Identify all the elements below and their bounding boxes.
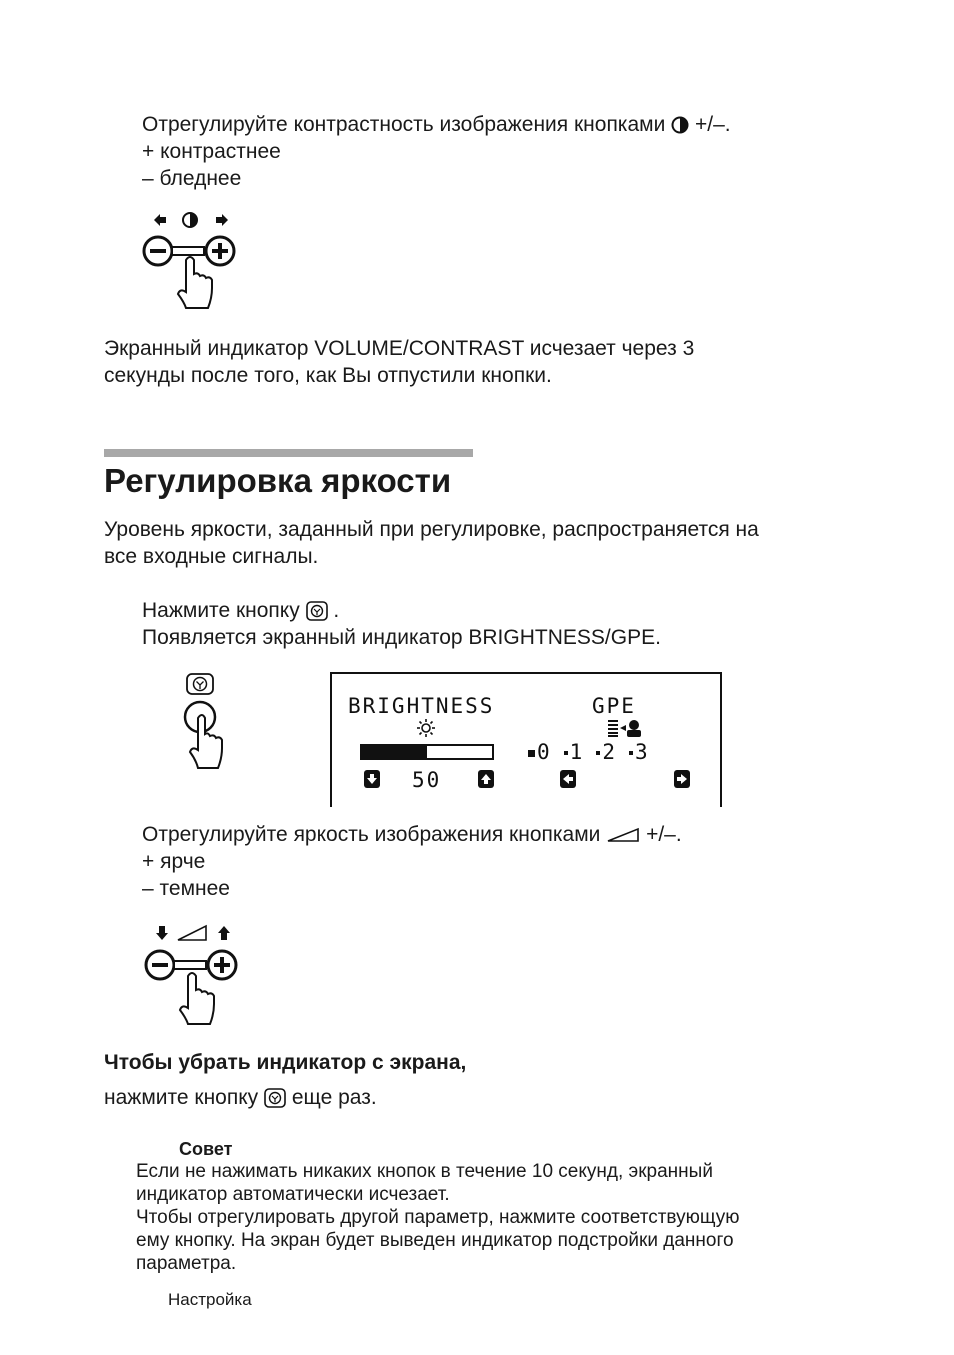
up-key-icon — [478, 770, 494, 788]
brightness-intro-line2: все входные сигналы. — [104, 545, 319, 568]
press-prefix: Нажмите кнопку — [142, 599, 300, 622]
contrast-plus-line: + контрастнее — [142, 140, 281, 163]
contrast-button-diagram — [138, 208, 248, 316]
gpe-option-label: 1 — [569, 740, 585, 764]
remove-indicator-suffix: еще раз. — [291, 1086, 377, 1109]
down-arrow-icon — [156, 926, 168, 940]
gpe-option — [596, 740, 617, 764]
footer-section-label: Настройка — [168, 1290, 252, 1309]
brightness-level-bar — [360, 744, 494, 760]
press-line — [142, 597, 661, 624]
tip-line: параметра. — [136, 1253, 237, 1274]
brightness-plus-line: + ярче — [142, 850, 206, 873]
hand-press-icon — [180, 973, 214, 1024]
sun-icon — [416, 718, 436, 738]
brightness-wedge-icon — [606, 827, 640, 843]
contrast-half-circle-icon — [183, 213, 197, 227]
press-suffix: . — [333, 599, 340, 622]
osd-gpe-label: GPE — [592, 694, 636, 718]
option-dot-icon — [564, 751, 568, 755]
contrast-instruction-suffix: +/–. — [695, 113, 731, 136]
osd-note-line1: Экранный индикатор VOLUME/CONTRAST исчезает через 3 — [104, 337, 695, 360]
appears-line: Появляется экранный индикатор BRIGHTNESS/GPE. — [142, 626, 661, 649]
brightness-level-fill — [362, 746, 427, 758]
section-title: Регулировка яркости — [104, 462, 452, 499]
gpe-option — [564, 740, 585, 764]
contrast-half-circle-icon — [671, 116, 689, 134]
gpe-options — [528, 740, 662, 764]
osd-brightness-label: BRIGHTNESS — [348, 694, 495, 718]
menu-button-diagram — [180, 672, 230, 774]
gpe-option — [528, 740, 552, 764]
brightness-adjust-instructions — [142, 821, 682, 902]
press-instructions — [142, 597, 661, 651]
menu-button-icon — [264, 1088, 286, 1108]
remove-indicator-line — [104, 1084, 377, 1111]
option-dot-icon — [629, 751, 633, 755]
contrast-minus-line: – бледнее — [142, 167, 242, 190]
tip-title: Совет — [179, 1139, 233, 1159]
menu-button-icon — [306, 601, 328, 621]
brightness-intro-line1: Уровень яркости, заданный при регулировке, распространяется на — [104, 518, 759, 541]
gpe-option-label: 3 — [634, 740, 650, 764]
gpe-option-label: 2 — [602, 740, 617, 764]
brightness-instruction-line — [142, 821, 682, 848]
right-key-icon — [674, 770, 690, 788]
option-dot-icon — [596, 751, 600, 755]
osd-note — [104, 335, 694, 389]
remove-indicator-heading: Чтобы убрать индикатор с экрана, — [104, 1051, 467, 1074]
section-rule — [104, 449, 473, 457]
contrast-instructions — [142, 111, 731, 192]
gpe-mode-icon — [606, 718, 644, 738]
right-arrow-icon — [216, 214, 228, 226]
brightness-button-diagram — [140, 920, 250, 1030]
tip-line: индикатор автоматически исчезает. — [136, 1184, 450, 1205]
brightness-intro — [104, 516, 759, 570]
contrast-instruction-text: Отрегулируйте контрастность изображения кнопками — [142, 113, 666, 136]
tip-line: Если не нажимать никаких кнопок в течение 10 секунд, экранный — [136, 1161, 713, 1182]
osd-note-line2: секунды после того, как Вы отпустили кнопки. — [104, 364, 552, 387]
menu-button-icon — [187, 674, 213, 694]
selected-marker-icon — [528, 750, 535, 757]
brightness-minus-line: – темнее — [142, 877, 230, 900]
brightness-instruction-suffix: +/–. — [646, 823, 682, 846]
remove-indicator-prefix: нажмите кнопку — [104, 1086, 259, 1109]
tip-line: Чтобы отрегулировать другой параметр, нажмите соответствующую — [136, 1207, 740, 1228]
down-key-icon — [364, 770, 380, 788]
brightness-wedge-icon — [178, 926, 206, 940]
tip-line: ему кнопку. На экран будет выведен индикатор подстройки данного — [136, 1230, 734, 1251]
contrast-instruction-line — [142, 111, 731, 138]
brightness-value: 50 — [412, 768, 442, 792]
gpe-option — [629, 740, 650, 764]
left-arrow-icon — [154, 214, 166, 226]
brightness-instruction-text: Отрегулируйте яркость изображения кнопками — [142, 823, 601, 846]
osd-screen — [330, 672, 722, 807]
tip-body — [136, 1160, 739, 1275]
up-arrow-icon — [218, 926, 230, 940]
gpe-option-label: 0 — [537, 740, 552, 764]
left-key-icon — [560, 770, 576, 788]
